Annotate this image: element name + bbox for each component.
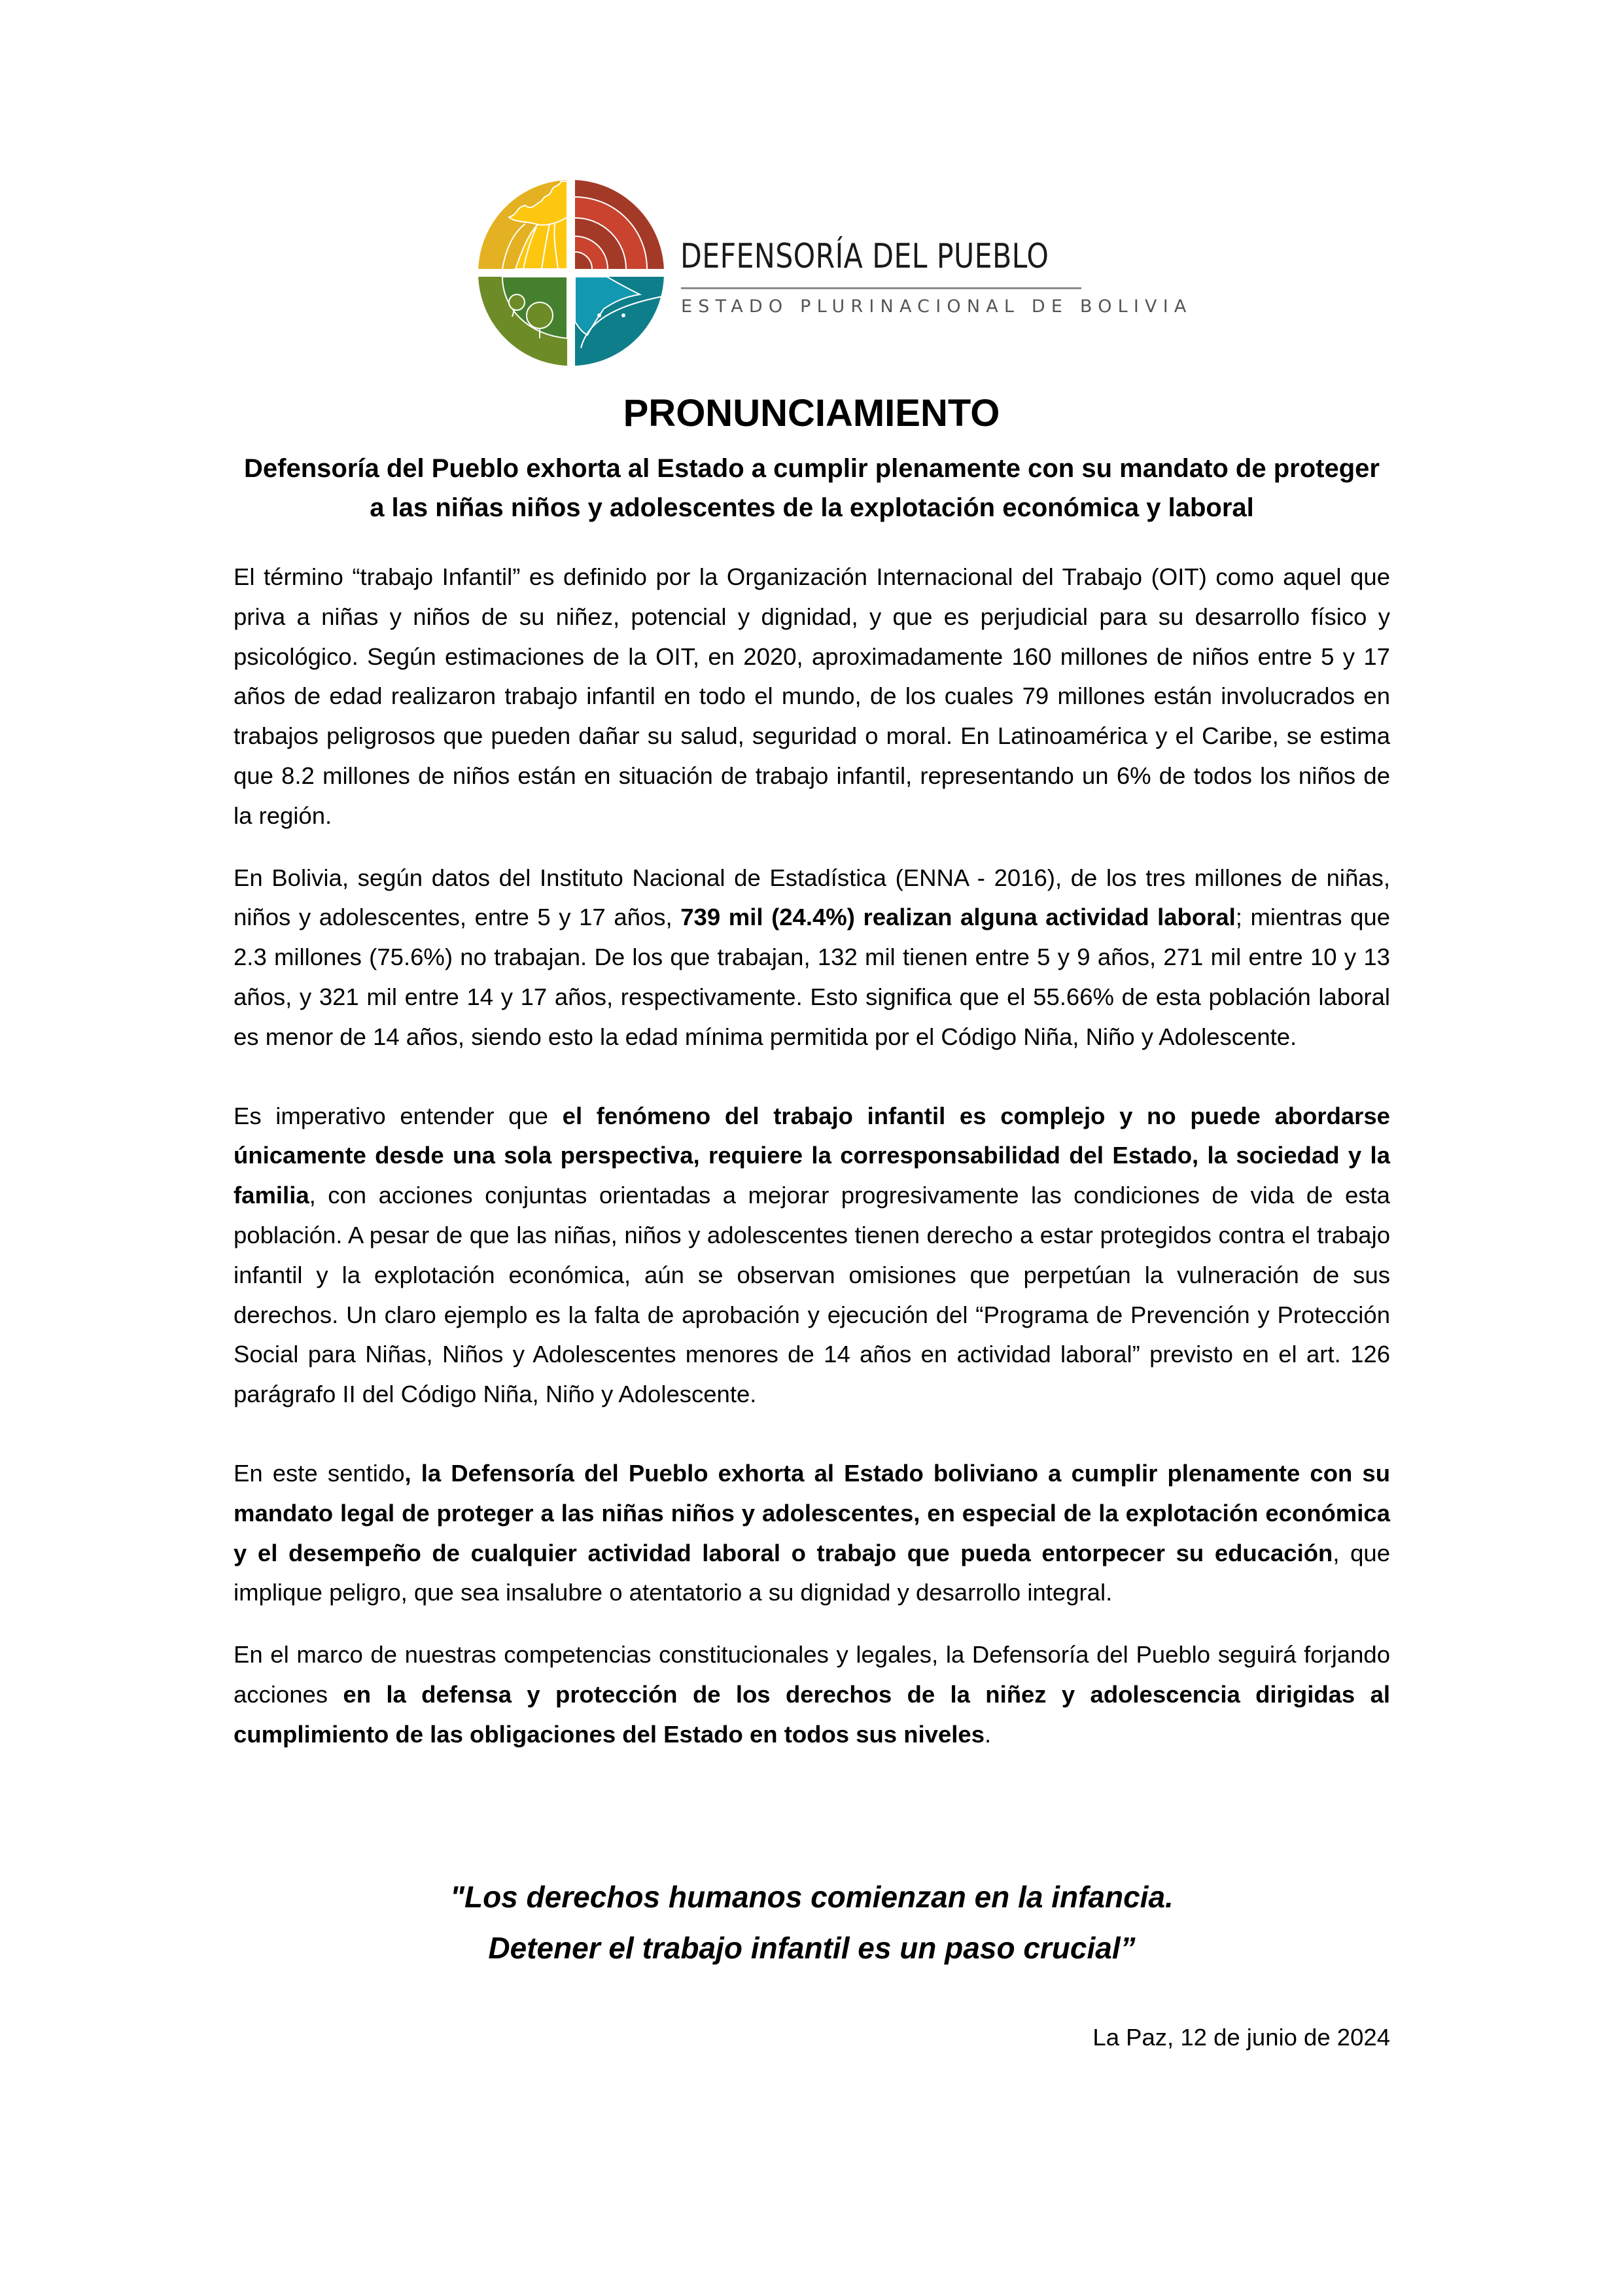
text-run: ; mientras que 2.3 millones (75.6%) no trabajan. De los que trabajan, 132 mil tienen entre 5 y 9 años, 271 mil entre 10 y 13 años, y 321 mil entre 14 y 17 años, respectivamente. Esto significa que el 55.66% de esta población laboral es menor de 14 años, siendo esto la edad mínima permitida por el Código Niña, Niño y Adolescente. bbox=[234, 904, 1390, 1050]
emphasized-text: el fenómeno del trabajo infantil es complejo y no puede abordarse únicamente desde una sola perspectiva, requiere la corresponsabilidad del Estado, la sociedad y la familia bbox=[234, 1102, 1390, 1209]
document-title: PRONUNCIAMIENTO bbox=[623, 392, 1000, 434]
text-run: En este sentido bbox=[234, 1459, 405, 1487]
text-run: , que implique peligro, que sea insalubre o atentatorio a su dignidad y desarrollo integral. bbox=[234, 1539, 1390, 1606]
document-body bbox=[234, 557, 1390, 1755]
quote-line: Detener el trabajo infantil es un paso crucial” bbox=[488, 1931, 1136, 1965]
defensoria-del-pueblo-logo-icon bbox=[476, 178, 666, 368]
quote-line: "Los derechos humanos comienzan en la infancia. bbox=[450, 1880, 1174, 1914]
emphasized-text: en la defensa y protección de los derechos de la niñez y adolescencia dirigidas al cumplimiento de las obligaciones del Estado en todos sus niveles bbox=[234, 1680, 1391, 1748]
paragraph-exhortacion bbox=[234, 1454, 1390, 1613]
text-run: , con acciones conjuntas orientadas a mejorar progresivamente las condiciones de vida de esta población. A pesar de que las niñas, niños y adolescentes tienen derecho a estar protegidos contra el trabajo infantil y la explotación económica, aún se observan omisiones que perpetúan la vulneración de sus derechos. Un claro ejemplo es la falta de aprobación y ejecución del “Programa de Prevención y Protección Social para Niñas, Niños y Adolescentes menores de 14 años en actividad laboral” previsto en el art. 126 parágrafo II del Código Niña, Niño y Adolescente. bbox=[234, 1182, 1390, 1408]
logo-divider bbox=[681, 287, 1081, 289]
text-run: El término “trabajo Infantil” es definido por la Organización Internacional del Trabajo (OIT) como aquel que priva a niñas y niños de su niñez, potencial y dignidad, y que es perjudicial para su desarrollo físico y psicológico. Según estimaciones de la OIT, en 2020, aproximadamente 160 millones de niños entre 5 y 17 años de edad realizaron trabajo infantil en todo el mundo, de los cuales 79 millones están involucrados en trabajos peligrosos que pueden dañar su salud, seguridad o moral. En Latinoamérica y el Caribe, se estima que 8.2 millones de niños están en situación de trabajo infantil, representando un 6% de todos los niños de la región. bbox=[234, 563, 1390, 829]
organization-name: DEFENSORÍA DEL PUEBLO bbox=[680, 237, 1049, 276]
closing-quote bbox=[234, 1871, 1390, 1973]
organization-subtitle: ESTADO PLURINACIONAL DE BOLIVIA bbox=[681, 296, 1193, 317]
paragraph-bolivia-statistics bbox=[234, 858, 1390, 1057]
text-run: En el marco de nuestras competencias constitucionales y legales, la Defensoría del Pueblo seguirá forjando acciones bbox=[234, 1641, 1390, 1708]
text-run: En Bolivia, según datos del Instituto Nacional de Estadística (ENNA - 2016), de los tres millones de niñas, niños y adolescentes, entre 5 y 17 años, bbox=[234, 864, 1390, 931]
text-run: . bbox=[985, 1720, 992, 1748]
document-headline: Defensoría del Pueblo exhorta al Estado a cumplir plenamente con su mandato de proteger a las niñas niños y adolescentes de la explotación económica y laboral bbox=[244, 454, 1380, 522]
paragraph-corresponsabilidad bbox=[234, 1097, 1390, 1415]
place-and-date: La Paz, 12 de junio de 2024 bbox=[1092, 2024, 1390, 2051]
emphasized-text: , la Defensoría del Pueblo exhorta al Estado boliviano a cumplir plenamente con su mandato legal de proteger a las niñas niños y adolescentes, en especial de la explotación económica y el desempeño de cualquier actividad laboral o trabajo que pueda entorpecer su educación bbox=[234, 1459, 1391, 1566]
text-run: Es imperativo entender que bbox=[234, 1102, 563, 1129]
paragraph-oit-definition bbox=[234, 557, 1390, 836]
paragraph-compromiso bbox=[234, 1635, 1390, 1754]
emphasized-text: 739 mil (24.4%) realizan alguna actividad laboral bbox=[680, 904, 1236, 931]
